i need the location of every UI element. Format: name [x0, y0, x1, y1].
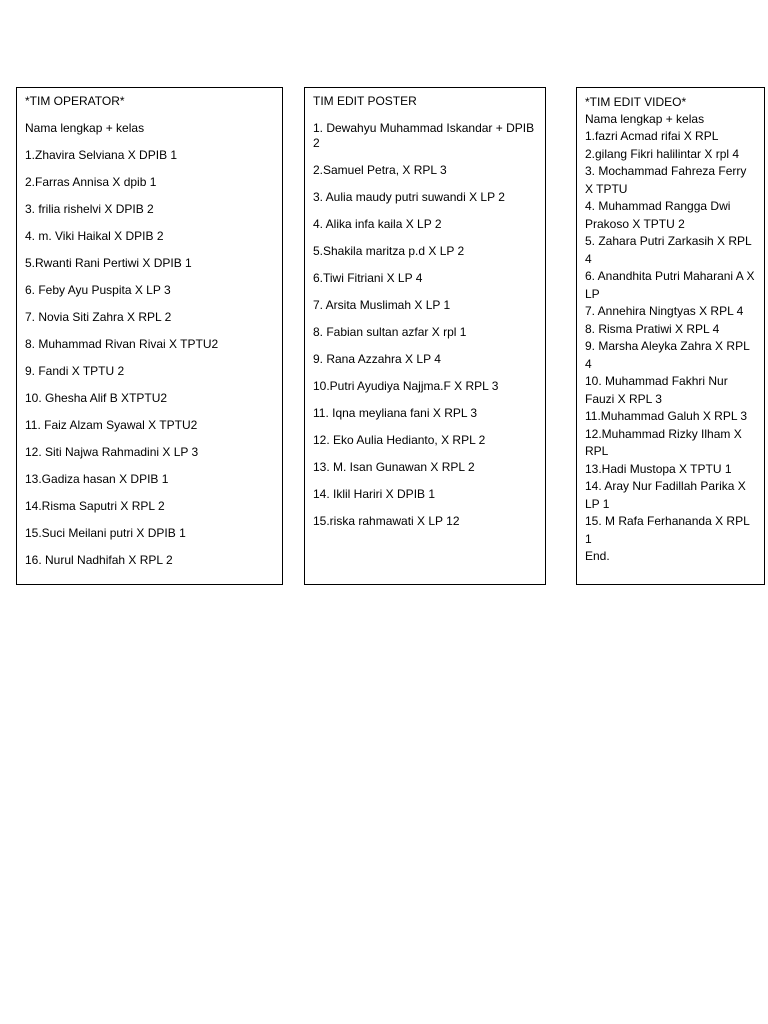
list-item: 9. Marsha Aleyka Zahra X RPL 4: [585, 339, 750, 371]
list-item: 7. Novia Siti Zahra X RPL 2: [25, 310, 172, 324]
list-item: 11. Faiz Alzam Syawal X TPTU2: [25, 418, 198, 432]
list-item: 12.Muhammad Rizky Ilham X RPL: [585, 426, 742, 458]
list-item: 4. m. Viki Haikal X DPIB 2: [25, 229, 164, 243]
video-team-box: [576, 87, 765, 585]
list-item: 9. Rana Azzahra X LP 4: [313, 352, 441, 366]
list-item: 15.riska rahmawati X LP 12: [313, 514, 460, 528]
list-item: 4. Muhammad Rangga Dwi Prakoso X TPTU 2: [585, 199, 731, 231]
list-item: 14. Aray Nur Fadillah Parika X LP 1: [585, 479, 746, 511]
poster-title: TIM EDIT POSTER: [313, 94, 417, 108]
list-item: 13. M. Isan Gunawan X RPL 2: [313, 460, 475, 474]
operator-title: *TIM OPERATOR*: [25, 94, 125, 108]
list-item: 8. Risma Pratiwi X RPL 4: [585, 321, 720, 336]
list-item: 8. Muhammad Rivan Rivai X TPTU2: [25, 337, 219, 351]
list-item: 3. Mochammad Fahreza Ferry X TPTU: [585, 164, 747, 196]
list-item: 8. Fabian sultan azfar X rpl 1: [313, 325, 467, 339]
list-item: 2.Farras Annisa X dpib 1: [25, 175, 157, 189]
list-item: 2.gilang Fikri halilintar X rpl 4: [585, 146, 740, 161]
end-marker: End.: [585, 549, 610, 563]
video-subtitle: Nama lengkap + kelas: [585, 112, 705, 126]
list-item: 10. Ghesha Alif B XTPTU2: [25, 391, 168, 405]
poster-list: [313, 121, 537, 529]
list-item: 6.Tiwi Fitriani X LP 4: [313, 271, 423, 285]
list-item: 3. frilia rishelvi X DPIB 2: [25, 202, 154, 216]
list-item: 14. Iklil Hariri X DPIB 1: [313, 487, 436, 501]
list-item: 1.Zhavira Selviana X DPIB 1: [25, 148, 178, 162]
list-item: 7. Annehira Ningtyas X RPL 4: [585, 304, 744, 318]
operator-team-box: [16, 87, 283, 585]
list-item: 15.Suci Meilani putri X DPIB 1: [25, 526, 186, 540]
poster-team-box: [304, 87, 546, 585]
list-item: 13.Hadi Mustopa X TPTU 1: [585, 461, 732, 476]
list-item: 12. Siti Najwa Rahmadini X LP 3: [25, 445, 199, 459]
list-item: 6. Anandhita Putri Maharani A X LP: [585, 269, 755, 301]
list-item: 6. Feby Ayu Puspita X LP 3: [25, 283, 171, 297]
list-item: 10. Muhammad Fakhri Nur Fauzi X RPL 3: [585, 374, 728, 406]
list-item: 7. Arsita Muslimah X LP 1: [313, 298, 451, 312]
list-item: 5.Shakila maritza p.d X LP 2: [313, 244, 465, 258]
operator-subtitle: Nama lengkap + kelas: [25, 121, 145, 135]
list-item: 4. Alika infa kaila X LP 2: [313, 217, 442, 231]
list-item: 10.Putri Ayudiya Najjma.F X RPL 3: [313, 379, 499, 393]
list-item: 3. Aulia maudy putri suwandi X LP 2: [313, 190, 505, 204]
list-item: 14.Risma Saputri X RPL 2: [25, 499, 165, 513]
list-item: 1.fazri Acmad rifai X RPL: [585, 129, 719, 143]
list-item: 13.Gadiza hasan X DPIB 1: [25, 472, 169, 486]
list-item: 16. Nurul Nadhifah X RPL 2: [25, 553, 173, 567]
operator-list: [25, 148, 274, 568]
list-item: 15. M Rafa Ferhananda X RPL 1: [585, 514, 750, 546]
video-list: [585, 128, 756, 548]
list-item: 5.Rwanti Rani Pertiwi X DPIB 1: [25, 256, 192, 270]
list-item: 12. Eko Aulia Hedianto, X RPL 2: [313, 433, 486, 447]
list-item: 2.Samuel Petra, X RPL 3: [313, 163, 447, 177]
list-item: 11. Iqna meyliana fani X RPL 3: [313, 406, 478, 420]
list-item: 5. Zahara Putri Zarkasih X RPL 4: [585, 234, 752, 266]
list-item: 1. Dewahyu Muhammad Iskandar + DPIB 2: [313, 121, 535, 150]
list-item: 9. Fandi X TPTU 2: [25, 364, 125, 378]
video-title: *TIM EDIT VIDEO*: [585, 95, 687, 109]
list-item: 11.Muhammad Galuh X RPL 3: [585, 409, 748, 423]
